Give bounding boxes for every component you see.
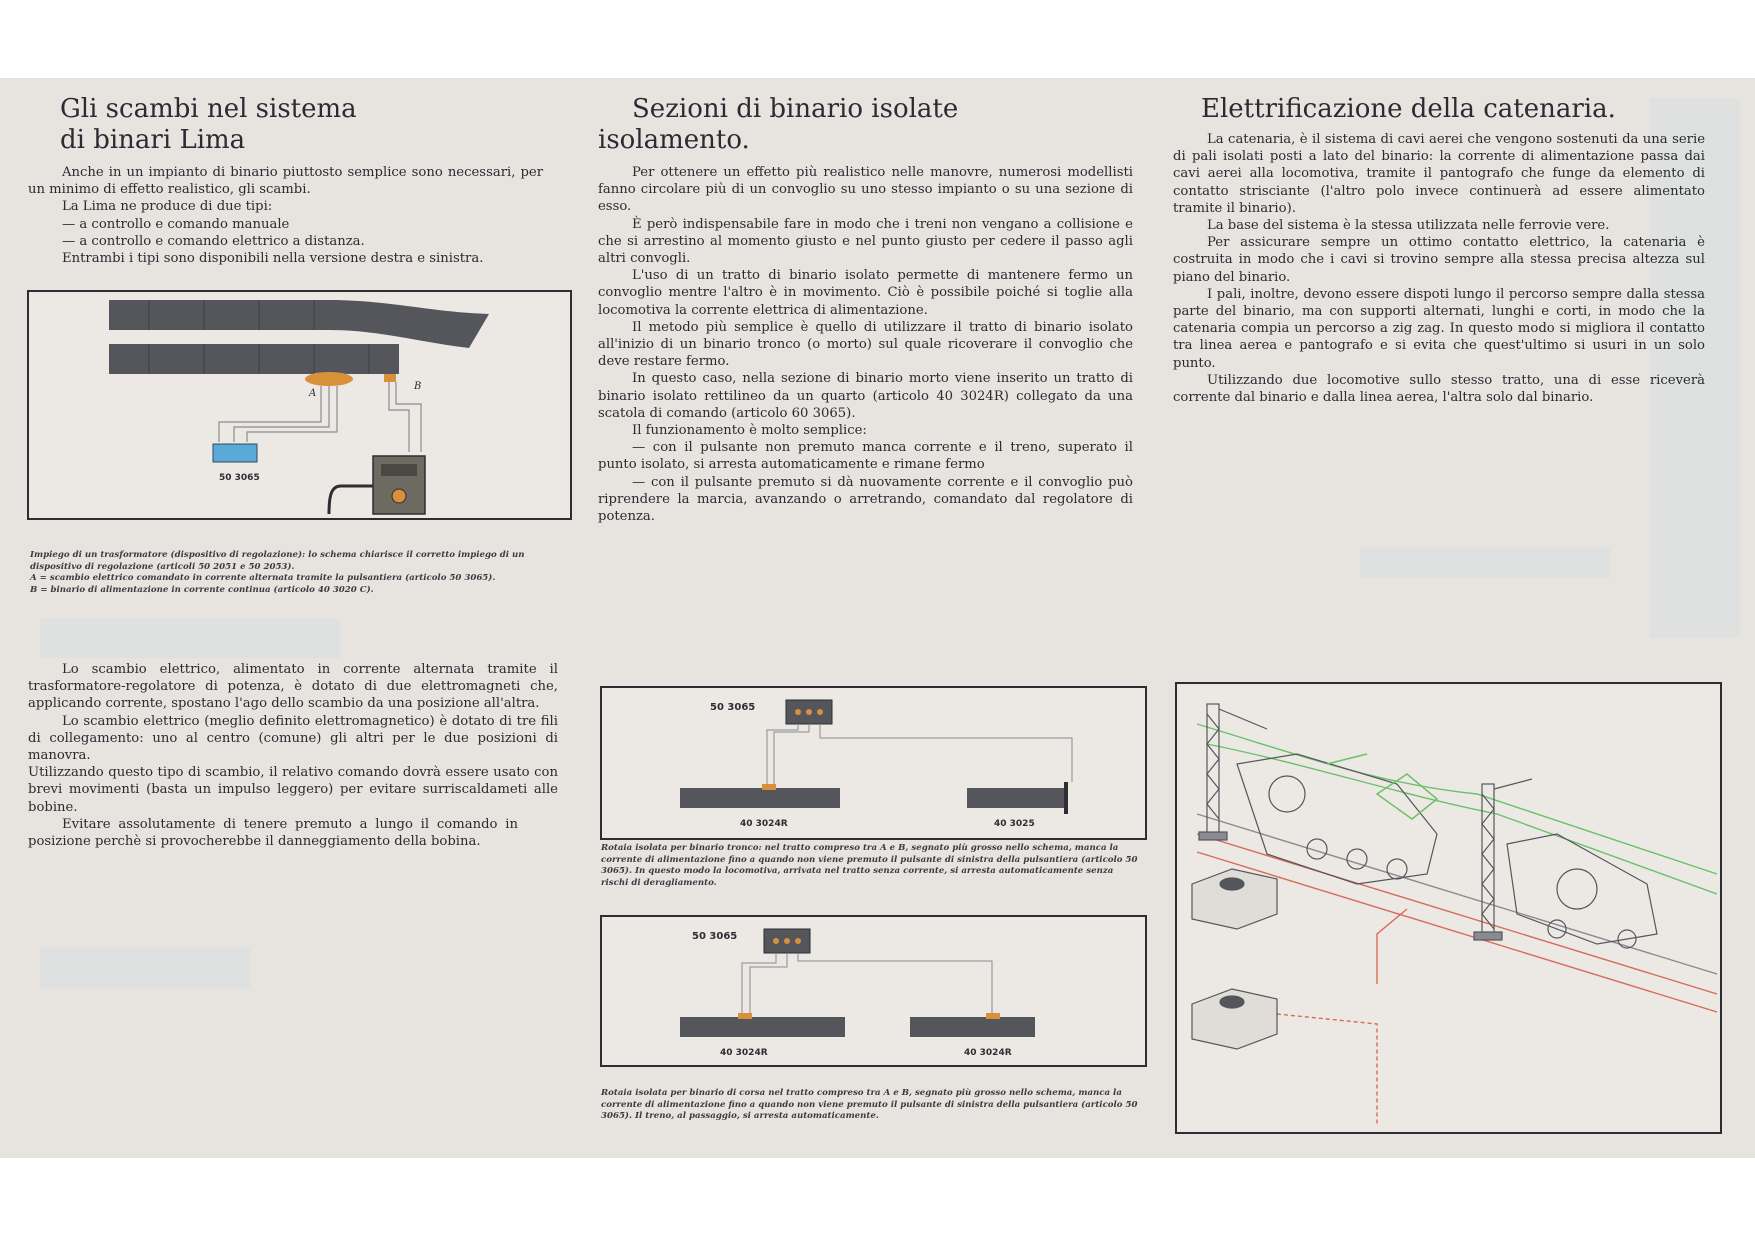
paragraph: Evitare assolutamente di tenere premuto a lungo il comando in posizione perchè si provocherebbe il danneggiamento della bobina. — [28, 816, 518, 850]
heading-line-2: isolamento. — [598, 125, 750, 155]
switch-straight-track — [109, 344, 399, 374]
types-intro: La Lima ne produce di due tipi: — [62, 199, 273, 215]
bullet: — con il pulsante non premuto manca corrente e il treno, superato il punto isolato, si arresta automaticamente e rimane fermo — [598, 440, 1133, 473]
dead-end-caption — [601, 843, 1139, 889]
track-label-left: 40 3024R — [740, 819, 788, 829]
catenary-mast — [1199, 704, 1267, 840]
transformer-box — [1192, 989, 1277, 1049]
buffer-stop — [1064, 782, 1068, 814]
feeder-clip — [384, 374, 396, 382]
paragraph: La base del sistema è la stessa utilizzata nelle ferrovie vere. — [1207, 218, 1610, 234]
magazine-page — [0, 78, 1755, 1158]
bleed-through — [1360, 548, 1610, 578]
label-a: A — [309, 388, 317, 399]
catenary-illustration — [1175, 682, 1722, 1134]
part-label-50-3065: 50 3065 — [219, 473, 260, 483]
caption-line: A = scambio elettrico comandato in corrente alternata tramite la pulsantiera (articolo 50 3065). — [30, 573, 496, 583]
buffer-track-40-3025 — [967, 788, 1067, 808]
isolated-track-right — [910, 1017, 1035, 1037]
isolated-track-40-3024R — [680, 788, 840, 808]
bleed-through — [40, 618, 340, 658]
switch-wiring-figure — [27, 290, 572, 520]
caption-text: Rotaia isolata per binario di corsa nel tratto compreso tra A e B, segnato più grosso nello schema, manca la corrente di alimentazione fino a quando non viene premuto il pulsante di sinistra della pulsantiera (articolo 50 3065). Il treno, al passaggio, si arresta automaticamente. — [601, 1088, 1138, 1121]
track-label-left: 40 3024R — [720, 1048, 768, 1058]
column-switches-lower — [28, 661, 558, 850]
bullet: — con il pulsante premuto si dà nuovamente corrente e il convoglio può riprendere la marcia, avanzando o arretrando, comandato dal regolatore di potenza. — [598, 474, 1133, 525]
paragraph: È però indispensabile fare in modo che i treni non vengano a collisione e che si arrestino al momento giusto e nel punto giusto per cedere il passo agli altri convogli. — [598, 216, 1133, 267]
type-electric: — a controllo e comando elettrico a distanza. — [62, 233, 365, 249]
bleed-through — [40, 948, 250, 988]
running-line-caption — [601, 1088, 1139, 1123]
paragraph: I pali, inoltre, devono essere dispoti lungo il percorso sempre dalla stessa parte del binario, ma con supporti alternati, lunghi e corti, in modo che la catenaria compia un percorso a zig zag. In questo modo si migliora il contatto tra linea aerea e pantografo e si evita che quest'ultimo si usuri in un solo punto. — [1173, 286, 1705, 371]
running-line-track-figure — [600, 915, 1147, 1067]
transformer-box — [1192, 869, 1277, 929]
paragraph: L'uso di un tratto di binario isolato permette di mantenere fermo un convoglio mentre l'altro è in movimento. Ciò è possibile poiché si toglie alla locomotiva la corrente elettrica di alimentazione. — [598, 268, 1133, 318]
paragraph: Il funzionamento è molto semplice: — [632, 423, 867, 439]
intro-paragraph: Anche in un impianto di binario piuttosto semplice sono necessari, per un minimo di effetto realistico, gli scambi. — [28, 165, 543, 198]
track-label-right: 40 3025 — [994, 819, 1035, 829]
control-box-label: 50 3065 — [710, 702, 756, 713]
paragraph: La catenaria, è il sistema di cavi aerei che vengono sostenuti da una serie di pali isolati posti a lato del binario: la corrente di alimentazione passa dai cavi aerei alla locomotiva, tramite il pantografo che funge da elemento di contatto strisciante (l'altro polo invece continuerà ad essere alimentato tramite il binario). — [1173, 132, 1705, 216]
isolated-track-left — [680, 1017, 845, 1037]
switch-diverging-track — [109, 300, 489, 348]
power-cable — [329, 486, 373, 514]
control-box-label: 50 3065 — [692, 931, 738, 942]
isolation-clip — [986, 1013, 1000, 1019]
paragraph: Il metodo più semplice è quello di utilizzare il tratto di binario isolato all'inizio di un binario tronco (o morto) sul quale ricoverare il convoglio che deve restare fermo. — [598, 319, 1133, 370]
versions-paragraph: Entrambi i tipi sono disponibili nella versione destra e sinistra. — [62, 251, 484, 267]
caption-text: Rotaia isolata per binario tronco: nel tratto compreso tra A e B, segnato più grosso nello schema, manca la corrente di alimentazione fino a quando non viene premuto il pulsante di sinistra della pulsantiera (articolo 50 3065). In questo modo la locomotiva, arrivata nel tratto senza corrente, si arresta automaticamente senza rischi di deragliamento. — [601, 843, 1138, 888]
column-isolated-sections — [598, 94, 1133, 525]
column-catenary — [1173, 94, 1705, 406]
heading-line: Elettrificazione della catenaria. — [1201, 94, 1616, 124]
paragraph: Utilizzando due locomotive sullo stesso tratto, una di esse riceverà corrente dal binario e dalla linea aerea, l'altra solo dal binario. — [1173, 372, 1705, 406]
dead-end-track-figure — [600, 686, 1147, 840]
isolation-clip — [762, 784, 776, 790]
paragraph: Lo scambio elettrico, alimentato in corrente alternata tramite il trasformatore-regolatore di potenza, è dotato di due elettromagneti che, applicando corrente, spostano l'ago dello scambio da una posizione all'altra. — [28, 662, 558, 712]
heading-switches — [28, 94, 543, 156]
paragraph: Per assicurare sempre un ottimo contatto elettrico, la catenaria è costruita in modo che i cavi si trovino sempre alla stessa precisa altezza sul piano del binario. — [1173, 235, 1705, 285]
type-manual: — a controllo e comando manuale — [62, 216, 290, 232]
label-b: B — [414, 381, 422, 392]
heading-isolated-sections — [598, 94, 1133, 156]
paragraph: Lo scambio elettrico (meglio definito elettromagnetico) è dotato di tre fili di collegamento: uno al centro (comune) gli altri per le due posizioni di manovra. — [28, 713, 558, 764]
heading-catenary — [1173, 94, 1705, 125]
paragraph: In questo caso, nella sezione di binario morto viene inserito un tratto di binario isolato rettilineo da un quarto (articolo 40 3024R) collegato da una scatola di comando (articolo 60 3065). — [598, 371, 1133, 421]
caption-line: Impiego di un trasformatore (dispositivo di regolazione): lo schema chiarisce il corretto impiego di un dispositivo di regolazione (articoli 50 2051 e 50 2053). — [30, 550, 525, 572]
push-button-box — [213, 444, 257, 462]
switch-motor — [305, 372, 353, 386]
isolation-clip — [738, 1013, 752, 1019]
paragraph: Utilizzando questo tipo di scambio, il relativo comando dovrà essere usato con brevi movimenti (basta un impulso leggero) per evitare surriscaldameti alle bobine. — [28, 765, 558, 815]
heading-line-1: Sezioni di binario isolate — [632, 94, 959, 124]
track-label-right: 40 3024R — [964, 1048, 1012, 1058]
heading-line-1: Gli scambi nel sistema — [60, 94, 357, 124]
caption-line: B = binario di alimentazione in corrente continua (articolo 40 3020 C). — [30, 584, 374, 595]
heading-line-2: di binari Lima — [60, 125, 246, 155]
switch-figure-caption — [30, 550, 535, 596]
catenary-wire-green — [1197, 724, 1717, 874]
column-switches — [28, 94, 543, 267]
locomotive-outline — [1507, 834, 1657, 948]
paragraph: Per ottenere un effetto più realistico nelle manovre, numerosi modellisti fanno circolare più di un convoglio su uno stesso impianto o su una sezione di esso. — [598, 165, 1133, 215]
